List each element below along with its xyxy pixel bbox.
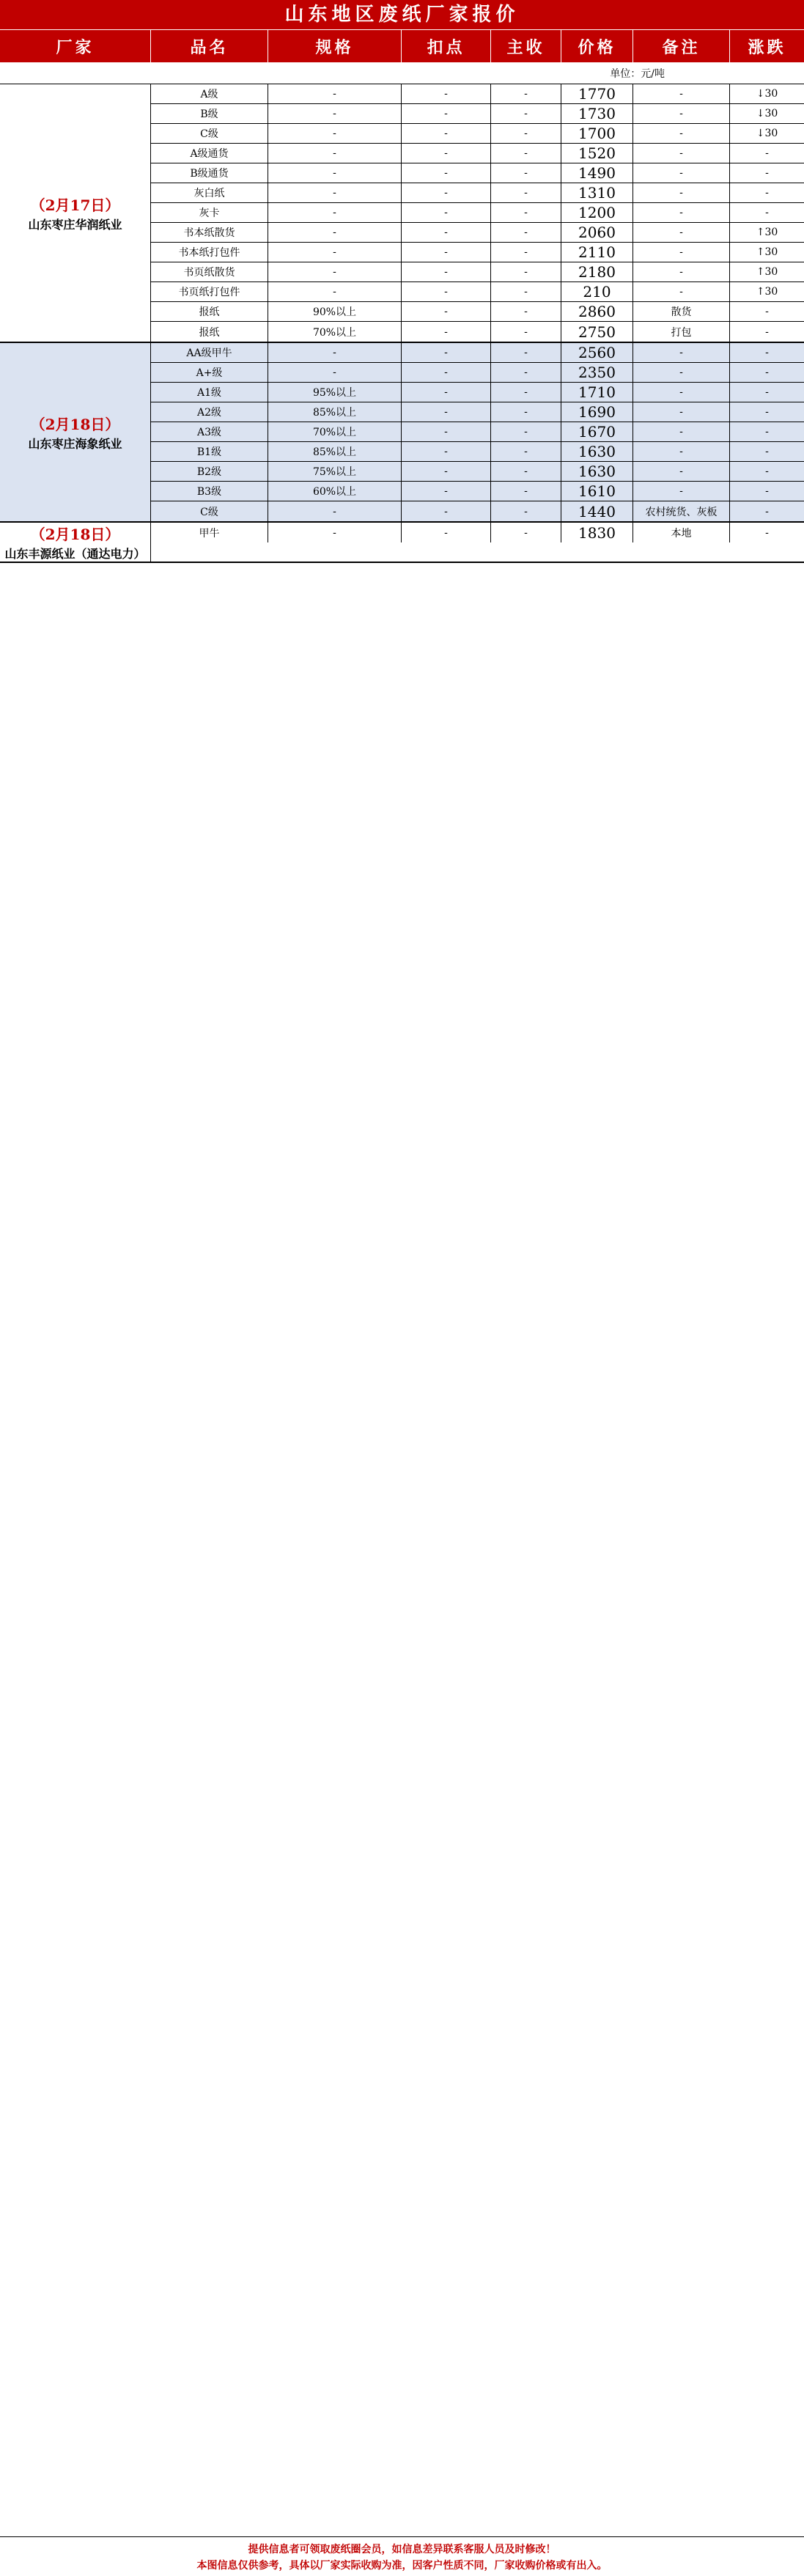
- company-name: 山东丰源纸业（通达电力）: [4, 547, 146, 561]
- arrow-up-icon: [756, 286, 765, 298]
- price-cell: 1490: [561, 163, 633, 183]
- table-row: [151, 523, 804, 542]
- change-cell: [730, 501, 804, 521]
- change-value: 30: [764, 88, 778, 100]
- product-rows: [151, 523, 804, 562]
- product-name: 报纸: [151, 302, 268, 321]
- change-cell: [730, 104, 804, 123]
- price-cell: 1200: [561, 203, 633, 222]
- main-purchase-cell: -: [491, 482, 561, 501]
- deduction-cell: -: [402, 462, 491, 481]
- price-cell: 1770: [561, 84, 633, 103]
- arrow-down-icon: [756, 128, 765, 139]
- change-value: -: [765, 347, 769, 358]
- price-cell: 2350: [561, 363, 633, 382]
- change-cell: [730, 482, 804, 501]
- deduction-cell: -: [402, 223, 491, 242]
- spec-cell: -: [268, 343, 402, 362]
- note-cell: -: [633, 383, 730, 402]
- header-company: 厂家: [0, 30, 151, 62]
- table-row: [151, 343, 804, 363]
- spec-cell: -: [268, 144, 402, 163]
- table-row: [151, 383, 804, 402]
- note-cell: -: [633, 84, 730, 103]
- price-cell: 2060: [561, 223, 633, 242]
- company-date: （2月18日）: [30, 416, 120, 433]
- spec-cell: -: [268, 501, 402, 521]
- main-purchase-cell: -: [491, 462, 561, 481]
- company-group: [0, 84, 804, 343]
- change-value: 30: [764, 246, 778, 258]
- price-cell: 2110: [561, 243, 633, 262]
- change-value: -: [765, 446, 769, 457]
- deduction-cell: -: [402, 124, 491, 143]
- main-purchase-cell: -: [491, 183, 561, 202]
- main-purchase-cell: -: [491, 343, 561, 362]
- deduction-cell: -: [402, 343, 491, 362]
- spec-cell: -: [268, 243, 402, 262]
- change-cell: [730, 144, 804, 163]
- main-purchase-cell: -: [491, 84, 561, 103]
- main-purchase-cell: -: [491, 322, 561, 342]
- footer-line-1: 提供信息者可领取废纸圈会员，如信息差异联系客服人员及时修改！: [248, 2544, 556, 2555]
- note-cell: 打包: [633, 322, 730, 342]
- deduction-cell: -: [402, 383, 491, 402]
- change-value: -: [765, 167, 769, 179]
- change-cell: [730, 322, 804, 342]
- table-row: [151, 223, 804, 243]
- main-purchase-cell: -: [491, 243, 561, 262]
- change-cell: [730, 363, 804, 382]
- change-value: -: [765, 367, 769, 378]
- table-row: [151, 462, 804, 482]
- product-name: A2级: [151, 402, 268, 422]
- table-row: [151, 363, 804, 383]
- spec-cell: 90%以上: [268, 302, 402, 321]
- table-row: [151, 422, 804, 442]
- company-cell: [0, 343, 151, 521]
- table-row: [151, 402, 804, 422]
- main-purchase-cell: -: [491, 262, 561, 281]
- product-name: A1级: [151, 383, 268, 402]
- price-cell: 1630: [561, 462, 633, 481]
- table-row: [151, 243, 804, 262]
- change-cell: [730, 84, 804, 103]
- note-cell: -: [633, 402, 730, 422]
- change-value: -: [765, 505, 769, 518]
- header-product: 品名: [151, 30, 268, 62]
- company-groups: [0, 84, 804, 563]
- table-row: [151, 322, 804, 342]
- spec-cell: -: [268, 262, 402, 281]
- price-cell: 1710: [561, 383, 633, 402]
- product-name: A级通货: [151, 144, 268, 163]
- change-value: -: [765, 306, 769, 317]
- header-deduction: 扣点: [402, 30, 491, 62]
- table-row: [151, 501, 804, 521]
- change-cell: [730, 302, 804, 321]
- change-value: -: [765, 406, 769, 418]
- deduction-cell: -: [402, 482, 491, 501]
- main-purchase-cell: -: [491, 422, 561, 441]
- note-cell: -: [633, 144, 730, 163]
- change-cell: [730, 442, 804, 461]
- arrow-up-icon: [756, 266, 765, 278]
- header-main-purchase: 主收: [491, 30, 561, 62]
- price-cell: 2560: [561, 343, 633, 362]
- price-cell: 1630: [561, 442, 633, 461]
- spec-cell: -: [268, 104, 402, 123]
- change-cell: [730, 462, 804, 481]
- deduction-cell: -: [402, 282, 491, 301]
- spec-cell: 75%以上: [268, 462, 402, 481]
- main-purchase-cell: -: [491, 282, 561, 301]
- deduction-cell: -: [402, 183, 491, 202]
- product-rows: [151, 84, 804, 342]
- table-row: [151, 124, 804, 144]
- change-value: -: [765, 426, 769, 438]
- spec-cell: -: [268, 183, 402, 202]
- main-purchase-cell: -: [491, 124, 561, 143]
- note-cell: -: [633, 262, 730, 281]
- spec-cell: -: [268, 163, 402, 183]
- deduction-cell: -: [402, 243, 491, 262]
- change-cell: [730, 243, 804, 262]
- product-name: 甲牛: [151, 523, 268, 542]
- price-cell: 2860: [561, 302, 633, 321]
- product-name: 灰卡: [151, 203, 268, 222]
- table-header: [0, 29, 804, 62]
- note-cell: 本地: [633, 523, 730, 542]
- change-value: 30: [764, 286, 778, 298]
- deduction-cell: -: [402, 144, 491, 163]
- price-cell: 210: [561, 282, 633, 301]
- change-cell: [730, 523, 804, 542]
- spec-cell: 85%以上: [268, 402, 402, 422]
- header-price: 价格: [561, 30, 633, 62]
- header-change: 涨跌: [748, 37, 786, 57]
- company-group: [0, 343, 804, 523]
- product-name: 书本纸散货: [151, 223, 268, 242]
- deduction-cell: -: [402, 84, 491, 103]
- note-cell: -: [633, 163, 730, 183]
- note-cell: 农村统货、灰板: [633, 501, 730, 521]
- spec-cell: -: [268, 523, 402, 542]
- change-cell: [730, 262, 804, 281]
- product-name: A3级: [151, 422, 268, 441]
- company-group: [0, 523, 804, 563]
- footer-disclaimer: [0, 2536, 804, 2576]
- product-name: B级通货: [151, 163, 268, 183]
- price-cell: 1830: [561, 523, 633, 542]
- product-name: B2级: [151, 462, 268, 481]
- price-cell: 1730: [561, 104, 633, 123]
- spec-cell: 60%以上: [268, 482, 402, 501]
- company-date: （2月18日）: [30, 526, 120, 543]
- company-date: （2月17日）: [30, 196, 120, 214]
- page-title: 山东地区废纸厂家报价: [0, 0, 804, 29]
- product-rows: [151, 343, 804, 521]
- main-purchase-cell: -: [491, 163, 561, 183]
- table-row: [151, 482, 804, 501]
- price-cell: 1700: [561, 124, 633, 143]
- table-row: [151, 183, 804, 203]
- main-purchase-cell: -: [491, 442, 561, 461]
- note-cell: -: [633, 203, 730, 222]
- deduction-cell: -: [402, 402, 491, 422]
- company-name: 山东枣庄华润纸业: [28, 218, 122, 232]
- table-row: [151, 163, 804, 183]
- deduction-cell: -: [402, 163, 491, 183]
- note-cell: -: [633, 462, 730, 481]
- deduction-cell: -: [402, 262, 491, 281]
- change-value: 30: [764, 227, 778, 238]
- note-cell: -: [633, 442, 730, 461]
- product-name: C级: [151, 124, 268, 143]
- spec-cell: -: [268, 282, 402, 301]
- note-cell: -: [633, 363, 730, 382]
- change-cell: [730, 163, 804, 183]
- product-name: B1级: [151, 442, 268, 461]
- note-cell: -: [633, 282, 730, 301]
- change-value: -: [765, 187, 769, 199]
- price-cell: 1670: [561, 422, 633, 441]
- product-name: 灰白纸: [151, 183, 268, 202]
- main-purchase-cell: -: [491, 363, 561, 382]
- price-cell: 2750: [561, 322, 633, 342]
- change-cell: [730, 422, 804, 441]
- change-value: -: [765, 386, 769, 398]
- change-value: 30: [764, 128, 778, 139]
- spec-cell: 85%以上: [268, 442, 402, 461]
- spec-cell: -: [268, 84, 402, 103]
- table-row: [151, 262, 804, 282]
- unit-label: 单位：元/吨: [610, 67, 665, 80]
- main-purchase-cell: -: [491, 523, 561, 542]
- product-name: A级: [151, 84, 268, 103]
- spec-cell: -: [268, 363, 402, 382]
- arrow-up-icon: [756, 246, 765, 258]
- product-name: 报纸: [151, 322, 268, 342]
- deduction-cell: -: [402, 322, 491, 342]
- change-value: -: [765, 526, 769, 539]
- main-purchase-cell: -: [491, 402, 561, 422]
- header-spec: 规格: [268, 30, 402, 62]
- table-row: [151, 442, 804, 462]
- table-row: [151, 302, 804, 322]
- price-cell: 1310: [561, 183, 633, 202]
- change-value: -: [765, 485, 769, 497]
- spec-cell: 95%以上: [268, 383, 402, 402]
- deduction-cell: -: [402, 442, 491, 461]
- note-cell: -: [633, 482, 730, 501]
- table-row: [151, 104, 804, 124]
- arrow-down-icon: [756, 108, 765, 119]
- product-name: C级: [151, 501, 268, 521]
- change-value: -: [765, 325, 769, 338]
- change-cell: [730, 343, 804, 362]
- main-purchase-cell: -: [491, 223, 561, 242]
- product-name: AA级甲牛: [151, 343, 268, 362]
- unit-row: [0, 62, 804, 84]
- product-name: A+级: [151, 363, 268, 382]
- change-cell: [730, 383, 804, 402]
- arrow-down-icon: [756, 88, 765, 100]
- change-value: 30: [764, 108, 778, 119]
- change-cell: [730, 282, 804, 301]
- note-cell: -: [633, 243, 730, 262]
- footer-line-2: 本图信息仅供参考，具体以厂家实际收购为准，因客户性质不同，厂家收购价格或有出入。: [196, 2560, 608, 2572]
- change-cell: [730, 402, 804, 422]
- note-cell: 散货: [633, 302, 730, 321]
- main-purchase-cell: -: [491, 501, 561, 521]
- change-cell: [730, 223, 804, 242]
- table-row: [151, 144, 804, 163]
- deduction-cell: -: [402, 523, 491, 542]
- table-row: [151, 203, 804, 223]
- change-cell: [730, 183, 804, 202]
- main-purchase-cell: -: [491, 104, 561, 123]
- main-purchase-cell: -: [491, 203, 561, 222]
- product-name: 书页纸散货: [151, 262, 268, 281]
- product-name: B3级: [151, 482, 268, 501]
- table-row: [151, 84, 804, 104]
- company-name: 山东枣庄海象纸业: [28, 437, 122, 451]
- change-value: -: [765, 207, 769, 218]
- deduction-cell: -: [402, 501, 491, 521]
- change-value: 30: [764, 266, 778, 278]
- spec-cell: -: [268, 124, 402, 143]
- main-purchase-cell: -: [491, 383, 561, 402]
- change-cell: [730, 203, 804, 222]
- deduction-cell: -: [402, 104, 491, 123]
- price-cell: 1440: [561, 501, 633, 521]
- deduction-cell: -: [402, 203, 491, 222]
- price-cell: 1520: [561, 144, 633, 163]
- price-cell: 1610: [561, 482, 633, 501]
- change-value: -: [765, 465, 769, 477]
- product-name: B级: [151, 104, 268, 123]
- note-cell: -: [633, 104, 730, 123]
- deduction-cell: -: [402, 422, 491, 441]
- deduction-cell: -: [402, 302, 491, 321]
- price-cell: 1690: [561, 402, 633, 422]
- main-purchase-cell: -: [491, 302, 561, 321]
- note-cell: -: [633, 422, 730, 441]
- company-cell: [0, 84, 151, 342]
- note-cell: -: [633, 223, 730, 242]
- change-cell: [730, 124, 804, 143]
- deduction-cell: -: [402, 363, 491, 382]
- price-cell: 2180: [561, 262, 633, 281]
- spec-cell: 70%以上: [268, 322, 402, 342]
- change-value: -: [765, 147, 769, 159]
- note-cell: -: [633, 124, 730, 143]
- company-cell: [0, 523, 151, 562]
- header-note: 备注: [633, 30, 730, 62]
- product-name: 书本纸打包件: [151, 243, 268, 262]
- spec-cell: -: [268, 223, 402, 242]
- spec-cell: -: [268, 203, 402, 222]
- note-cell: -: [633, 343, 730, 362]
- spec-cell: 70%以上: [268, 422, 402, 441]
- table-row: [151, 282, 804, 302]
- main-purchase-cell: -: [491, 144, 561, 163]
- product-name: 书页纸打包件: [151, 282, 268, 301]
- arrow-up-icon: [756, 227, 765, 238]
- note-cell: -: [633, 183, 730, 202]
- price-sheet: [0, 0, 804, 563]
